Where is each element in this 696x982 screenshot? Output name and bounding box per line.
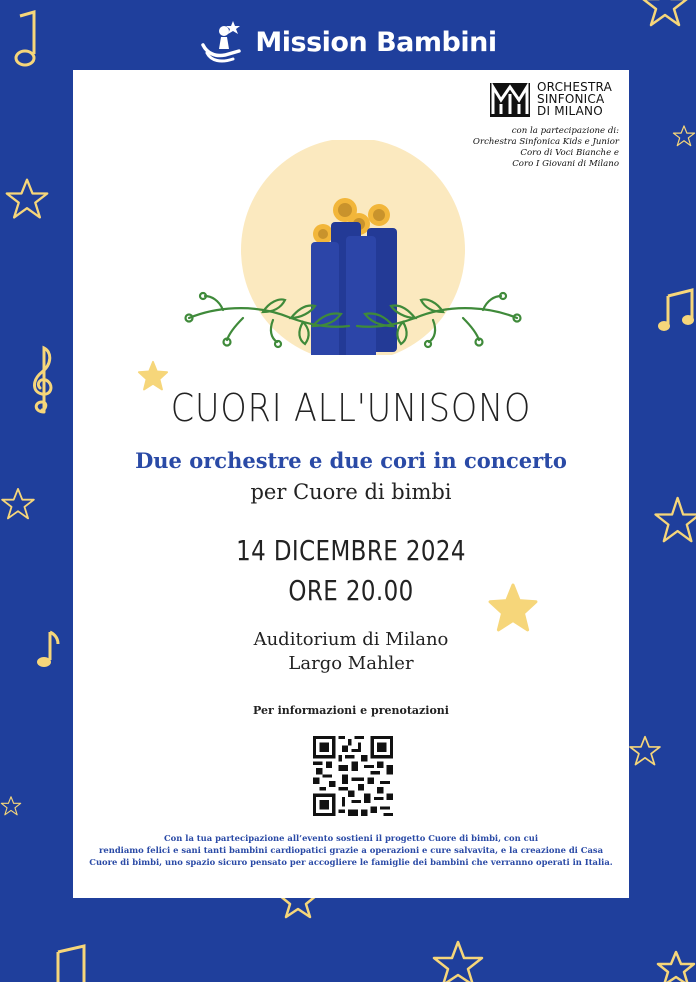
venue-line: Auditorium di Milano <box>253 629 449 650</box>
star-outline-icon <box>628 730 662 772</box>
star-outline-icon <box>656 948 696 982</box>
event-subtitle: Due orchestre e due cori in concerto <box>135 448 567 473</box>
orchestra-name <box>537 81 612 117</box>
treble-clef-icon <box>26 342 60 418</box>
orchestra-name-line: SINFONICA <box>537 92 605 106</box>
candle <box>346 236 376 362</box>
footer-line: Con la tua partecipazione all’evento sostieni il progetto Cuore di bimbi, con cui <box>164 833 538 843</box>
partnership-line: Orchestra Sinfonica Kids e Junior <box>472 137 619 147</box>
star-outline-icon <box>672 112 696 160</box>
candle <box>311 242 339 362</box>
orchestra-logo <box>489 80 612 118</box>
star-outline-icon <box>4 176 50 222</box>
hands-holding-child-icon <box>199 19 247 65</box>
star-outline-icon <box>0 786 22 826</box>
orchestra-monogram-icon <box>489 80 531 118</box>
candles-illustration <box>173 140 533 370</box>
poster-card <box>73 70 629 898</box>
footer-line: rendiamo felici e sani tanti bambini cardiopatici grazie a operazioni e cure salvavita, e la creazione di Casa <box>98 845 604 855</box>
partnership-line: Coro I Giovani di Milano <box>512 159 619 169</box>
star-outline-icon <box>430 938 486 982</box>
info-label: Per informazioni e prenotazioni <box>253 704 449 717</box>
footer-line: Cuore di bimbi, uno spazio sicuro pensato per accogliere le famiglie dei bambini che verranno operati in Italia. <box>89 857 613 867</box>
star-outline-icon <box>650 490 696 550</box>
venue-line: Largo Mahler <box>288 653 414 674</box>
event-time: ORE 20.00 <box>288 574 414 607</box>
event-date: 14 DICEMBRE 2024 <box>236 534 466 567</box>
mission-bambini-logo <box>0 12 696 72</box>
music-note-icon <box>50 944 90 982</box>
brand-name: Mission Bambini <box>255 26 497 58</box>
event-venue <box>73 628 629 676</box>
orchestra-name-line: DI MILANO <box>537 104 603 118</box>
qr-code-icon[interactable] <box>313 736 393 816</box>
orchestra-name-line: ORCHESTRA <box>537 80 612 94</box>
partnership-line: Coro di Voci Bianche e <box>520 148 619 158</box>
music-note-icon <box>34 628 62 672</box>
event-subtitle-secondary: per Cuore di bimbi <box>250 480 452 504</box>
star-outline-icon <box>276 896 320 922</box>
event-title: CUORI ALL'UNISONO <box>170 386 532 430</box>
star-outline-icon <box>0 484 36 524</box>
music-note-icon <box>656 286 696 332</box>
partnership-line: con la partecipazione di: <box>511 126 619 136</box>
footer-note <box>83 832 619 868</box>
